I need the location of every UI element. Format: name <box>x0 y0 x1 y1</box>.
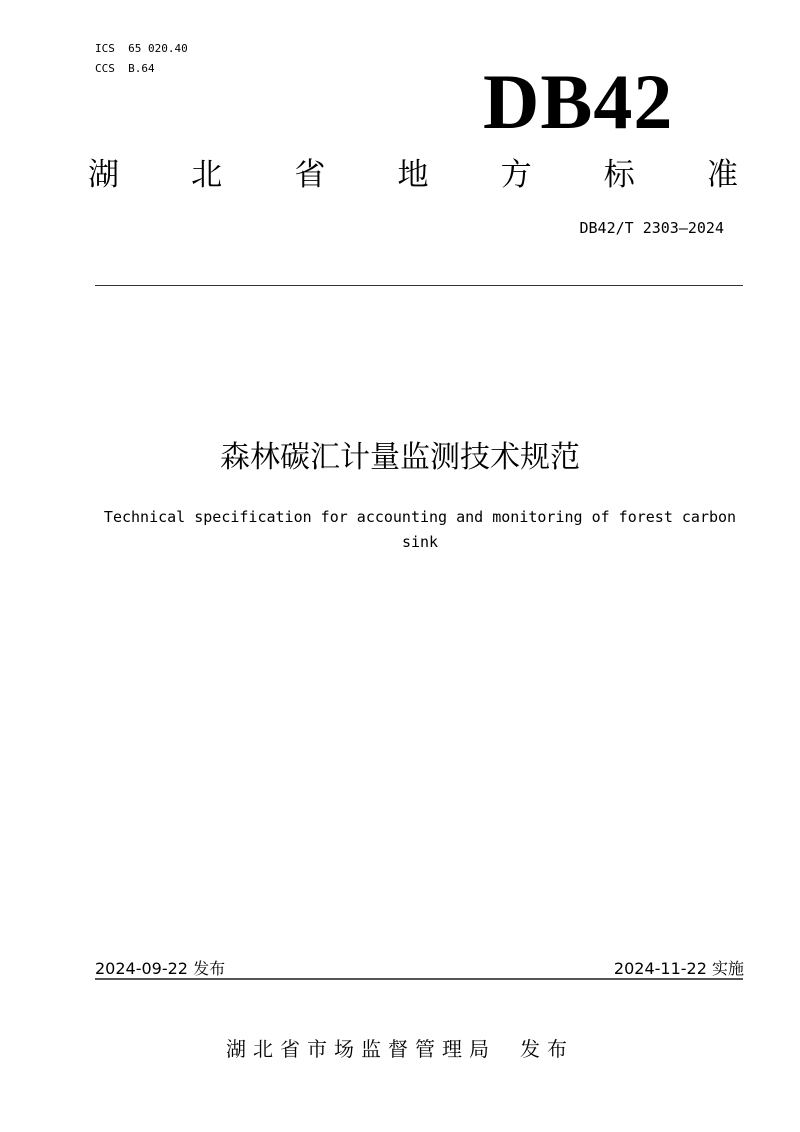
ics-code: ICS 65 020.40 <box>95 42 188 55</box>
title-english: Technical specification for accounting and monitoring of forest carbon sink <box>103 508 737 551</box>
header-divider <box>95 285 743 286</box>
implement-date: 2024-11-22 实施 <box>613 959 744 978</box>
title-chinese: 森林碳汇计量监测技术规范 <box>220 440 580 475</box>
standard-type-char: 方 <box>500 157 532 193</box>
date-divider <box>95 978 743 980</box>
issuer-name: 湖北省市场监督管理局 <box>226 1037 496 1061</box>
standard-type-char: 湖 <box>88 157 119 193</box>
standard-type-char: 省 <box>294 157 326 193</box>
standard-type-char: 准 <box>706 157 738 193</box>
standard-type-heading <box>88 155 738 195</box>
standard-type-char: 地 <box>397 157 429 193</box>
standard-code-logo: DB42 <box>483 58 674 145</box>
issuer-line <box>0 1033 800 1062</box>
standard-type-char: 标 <box>603 157 635 193</box>
standard-type-char: 北 <box>191 157 223 193</box>
issuer-action: 发布 <box>520 1037 574 1061</box>
ccs-code: CCS B.64 <box>95 62 155 75</box>
classification-codes <box>95 39 188 79</box>
standard-number: DB42/T 2303—2024 <box>579 219 724 237</box>
publish-date: 2024-09-22 发布 <box>95 959 226 978</box>
